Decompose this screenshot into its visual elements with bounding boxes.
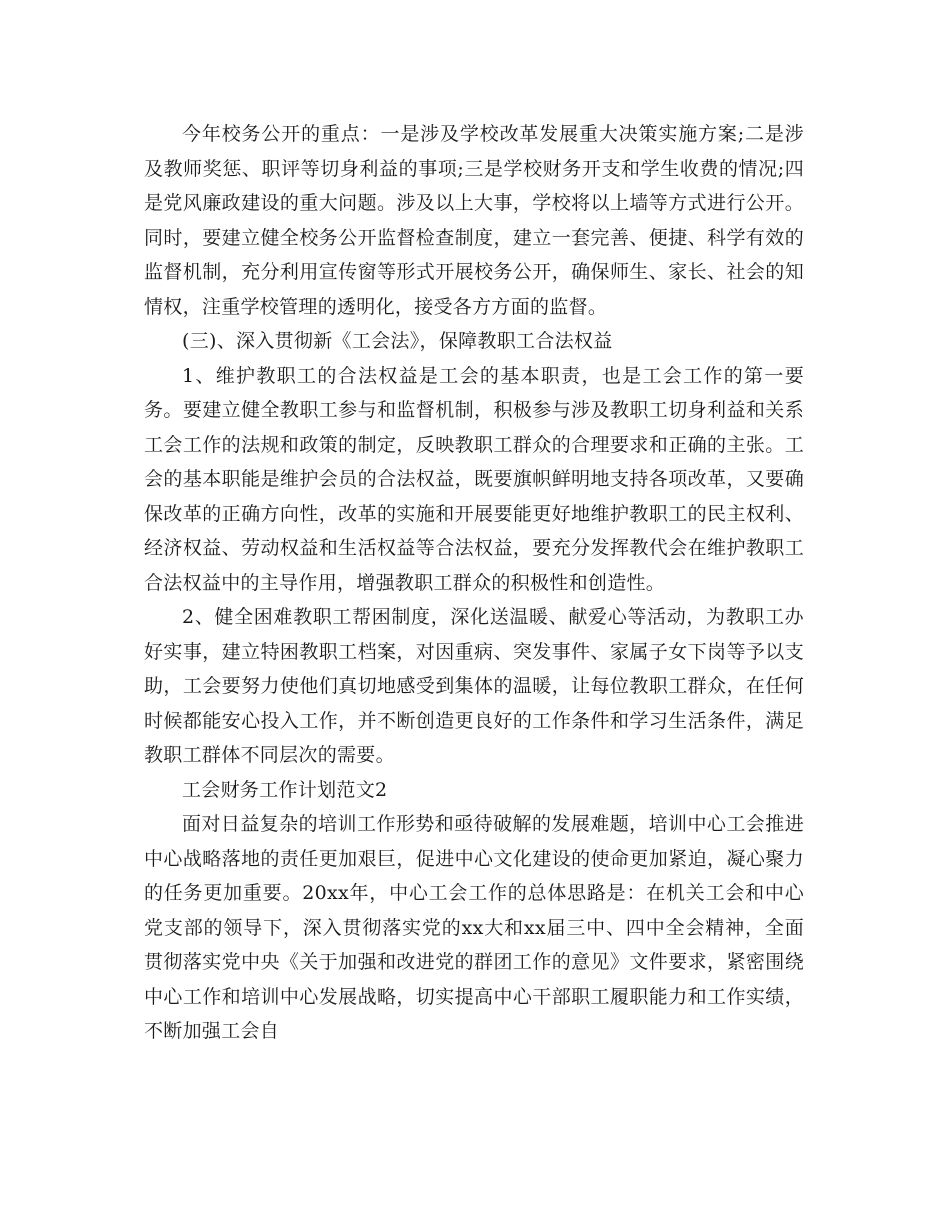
paragraph-hardship-assistance: 2、健全困难教职工帮困制度，深化送温暖、献爱心等活动，为教职工办好实事，建立特困教职工档案，对因重病、突发事件、家属子女下岗等予以支助，工会要努力使他们真切地感受到集体的温暖，让每位教职工群众，在任何时候都能安心投入工作，并不断创造更良好的工作条件和学习生活条件，满足教职工群体不同层次的需要。 [144, 606, 804, 766]
paragraph-rights-protection: 1、维护教职工的合法权益是工会的基本职责，也是工会工作的第一要务。要建立健全教职工参与和监督机制，积极参与涉及教职工切身利益和关系工会工作的法规和政策的制定，反映教职工群众的合理要求和正确的主张。工会的基本职能是维护会员的合法权益，既要旗帜鲜明地支持各项改革，又要确保改革的正确方向性，改革的实施和开展要能更好地维护教职工的民主权利、经济权益、劳动权益和生活权益等合法权益，要充分发挥教代会在维护教职工合法权益中的主导作用，增强教职工群众的积极性和创造性。 [144, 364, 804, 594]
section-heading-union-law: (三)、深入贯彻新《工会法》，保障教职工合法权益 [182, 330, 613, 352]
document-body [144, 117, 804, 1049]
paragraph-disclosure-focus: 今年校务公开的重点：一是涉及学校改革发展重大决策实施方案;二是涉及教师奖惩、职评等切身利益的事项;三是学校财务开支和学生收费的情况;四是党风廉政建设的重大问题。涉及以上大事，学校将以上墙等方式进行公开。同时，要建立健全校务公开监督检查制度，建立一套完善、便捷、科学有效的监督机制，充分利用宣传窗等形式开展校务公开，确保师生、家长、社会的知情权，注重学校管理的透明化，接受各方方面的监督。 [144, 123, 804, 318]
paragraph-training-center: 面对日益复杂的培训工作形势和亟待破解的发展难题，培训中心工会推进中心战略落地的责任更加艰巨，促进中心文化建设的使命更加紧迫，凝心聚力的任务更加重要。20xx年，中心工会工作的总体思路是：在机关工会和中心党支部的领导下，深入贯彻落实党的xx大和xx届三中、四中全会精神，全面贯彻落实党中央《关于加强和改进党的群团工作的意见》文件要求，紧密围绕中心工作和培训中心发展战略，切实提高中心干部职工履职能力和工作实绩，不断加强工会自 [144, 813, 804, 1042]
document-title-sample-2: 工会财务工作计划范文2 [182, 778, 388, 801]
